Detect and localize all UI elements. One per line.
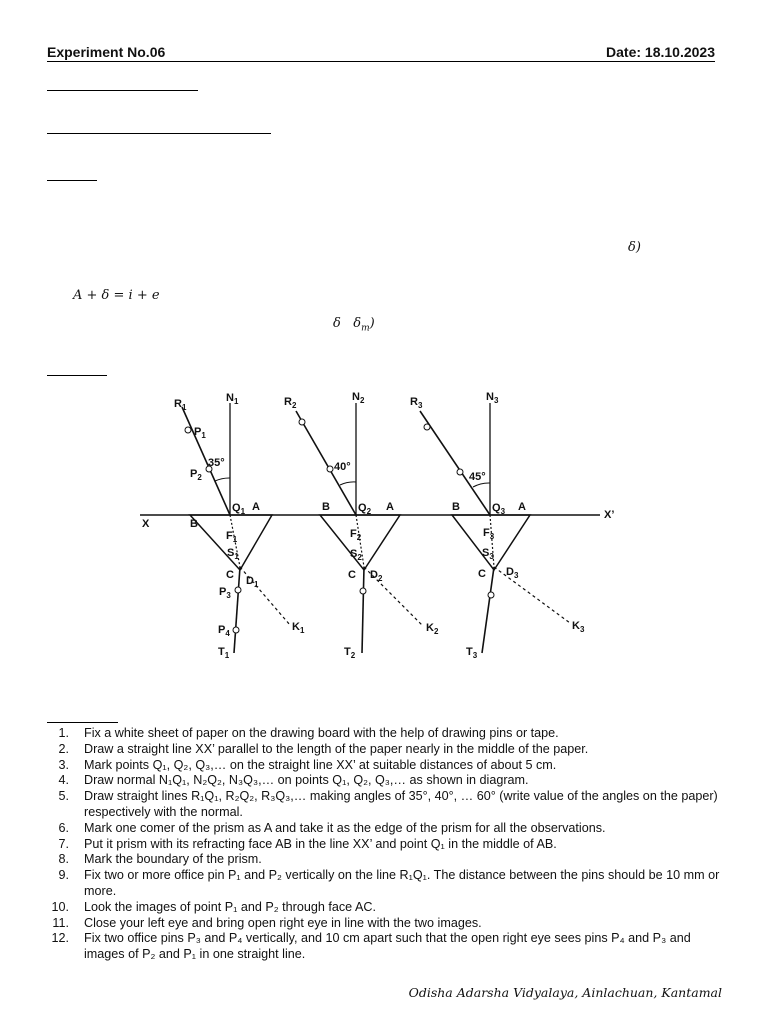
experiment-number: Experiment No.06 — [47, 44, 166, 60]
label-n3: $N_3$ — [486, 391, 499, 405]
heading-underline-3 — [47, 180, 97, 181]
label-s1: $S_1$ — [227, 547, 239, 561]
label-s2: $S_2$ — [350, 548, 362, 562]
label-k3: $K_3$ — [572, 620, 585, 634]
step-number: 7. — [58, 836, 69, 851]
step-number: 2. — [58, 741, 69, 756]
angle-arc-2 — [340, 482, 356, 485]
procedure-list — [47, 726, 727, 963]
label-p2: $P_2$ — [190, 468, 202, 482]
label-b3: B — [452, 501, 460, 513]
step-number: 8. — [58, 852, 69, 867]
label-t3: $T_3$ — [466, 646, 478, 660]
procedure-heading-underline — [47, 722, 118, 723]
step-number: 11. — [52, 915, 69, 930]
step-number: 9. — [58, 868, 69, 883]
procedure-step-11 — [47, 916, 727, 932]
step-text: Put it prism with its refracting face AB in the line XX’ and point Q₁ in the middle of AB. — [84, 836, 557, 851]
label-n2: $N_2$ — [352, 391, 365, 405]
delta-label: δ — [333, 316, 341, 331]
step-text: Mark points Q₁, Q₂, Q₃,… on the straight line XX’ at suitable distances of about 5 cm. — [84, 757, 557, 772]
label-f2: $F_2$ — [350, 528, 362, 542]
label-c1: C — [226, 569, 234, 581]
step-text: Fix two or more office pin P₁ and P₂ vertically on the line R₁Q₁. The distance between the pins should be 10 mm or more. — [84, 868, 720, 898]
label-p3: $P_3$ — [219, 586, 231, 600]
procedure-step-6 — [47, 821, 727, 837]
step-text: Fix two office pins P₃ and P₄ vertically, and 10 cm apart such that the open right eye sees pins P₄ and P₃ and images of P₂ and P₁ in one straight line. — [84, 931, 691, 962]
label-q3: $Q_3$ — [492, 502, 506, 516]
label-b2: B — [322, 501, 330, 513]
label-b1: B — [190, 518, 198, 530]
step-number: 1. — [58, 726, 69, 740]
procedure-step-9 — [47, 868, 727, 900]
procedure-step-2 — [47, 742, 727, 758]
close-paren: ) — [369, 316, 375, 331]
heading-underline-1 — [47, 90, 198, 91]
label-x: X — [142, 518, 150, 530]
pin-2c — [360, 588, 366, 594]
label-q2: $Q_2$ — [358, 502, 372, 516]
label-t2: $T_2$ — [344, 646, 356, 660]
procedure-step-4 — [47, 773, 727, 789]
angle-arc-3 — [473, 483, 490, 487]
label-f1: $F_1$ — [226, 530, 238, 544]
label-angle-2: 40° — [334, 461, 351, 473]
setup-2 — [284, 391, 439, 660]
label-a2: A — [386, 501, 394, 513]
pin-3c — [488, 592, 494, 598]
label-k1: $K_1$ — [292, 621, 305, 635]
label-p1: $P_1$ — [194, 426, 206, 440]
label-t1: $T_1$ — [218, 646, 230, 660]
label-r1: $R_1$ — [174, 398, 187, 412]
label-r2: $R_2$ — [284, 396, 297, 410]
label-angle-1: 35° — [208, 457, 225, 469]
heading-underline-2 — [47, 133, 271, 134]
pin-3a — [424, 424, 430, 430]
step-text: Look the images of point P₁ and P₂ through face AC. — [84, 899, 376, 914]
step-text: Mark the boundary of the prism. — [84, 852, 262, 867]
step-text: Mark one comer of the prism as A and take it as the edge of the prism for all the observations. — [84, 820, 606, 835]
step-number: 5. — [58, 789, 69, 804]
incident-ray-3 — [420, 411, 490, 515]
label-a1: A — [252, 501, 260, 513]
label-angle-3: 45° — [469, 471, 486, 483]
pin-p4 — [233, 627, 239, 633]
label-s3: $S_3$ — [482, 547, 494, 561]
procedure-step-1 — [47, 726, 727, 742]
step-number: 4. — [58, 773, 69, 788]
setup-3 — [410, 391, 585, 660]
pin-p1 — [185, 427, 191, 433]
label-n1: $N_1$ — [226, 392, 239, 406]
min-deviation-label — [353, 316, 370, 334]
procedure-step-12 — [47, 931, 727, 963]
step-text: Close your left eye and bring open right eye in line with the two images. — [84, 915, 482, 930]
label-d2: $D_2$ — [370, 569, 383, 583]
step-number: 10. — [51, 899, 69, 914]
step-number: 3. — [58, 757, 69, 772]
prism-formula: A + δ = i + e — [73, 288, 160, 303]
step-number: 6. — [58, 820, 69, 835]
label-c3: C — [478, 568, 486, 580]
emergent-ray-1 — [234, 567, 240, 653]
diagram-heading-underline — [47, 375, 107, 376]
label-q1: $Q_1$ — [232, 502, 246, 516]
procedure-step-3 — [47, 758, 727, 774]
school-footer: Odisha Adarsha Vidyalaya, Ainlachuan, Kantamal — [408, 985, 722, 1000]
procedure-step-10 — [47, 900, 727, 916]
step-text: Draw a straight line XX’ parallel to the length of the paper nearly in the middle of the paper. — [84, 741, 589, 756]
step-text: Draw straight lines R₁Q₁, R₂Q₂, R₃Q₃,… making angles of 35°, 40°, … 60° (write value of the angles on the paper) respectively with the normal. — [84, 789, 718, 819]
label-x-prime: X’ — [604, 509, 615, 521]
pin-2a — [299, 419, 305, 425]
label-f3: $F_3$ — [483, 527, 495, 541]
pin-3b — [457, 469, 463, 475]
procedure-step-5 — [47, 789, 727, 821]
label-d3: $D_3$ — [506, 566, 519, 580]
min-deviation-sub: m — [361, 323, 370, 334]
prism-refraction-diagram — [130, 385, 630, 665]
label-c2: C — [348, 569, 356, 581]
angle-arc-1 — [215, 478, 230, 481]
procedure-step-7 — [47, 837, 727, 853]
deviation-symbols — [333, 316, 375, 334]
label-a3: A — [518, 501, 526, 513]
procedure-step-8 — [47, 852, 727, 868]
step-number: 12. — [51, 931, 69, 946]
pin-2b — [327, 466, 333, 472]
label-d1: $D_1$ — [246, 575, 259, 589]
pin-p3 — [235, 587, 241, 593]
delta-symbol: δ) — [628, 240, 641, 255]
min-deviation-delta: δ — [353, 316, 362, 331]
step-text: Fix a white sheet of paper on the drawing board with the help of drawing pins or tape. — [84, 726, 559, 740]
step-text: Draw normal N₁Q₁, N₂Q₂, N₃Q₃,… on points Q₁, Q₂, Q₃,… as shown in diagram. — [84, 773, 529, 788]
header-rule — [47, 61, 715, 62]
setup-1 — [174, 392, 305, 660]
label-r3: $R_3$ — [410, 396, 423, 410]
emergent-ray-2 — [362, 567, 364, 653]
experiment-date: Date: 18.10.2023 — [606, 44, 715, 60]
label-k2: $K_2$ — [426, 622, 439, 636]
label-p4: $P_4$ — [218, 624, 230, 638]
